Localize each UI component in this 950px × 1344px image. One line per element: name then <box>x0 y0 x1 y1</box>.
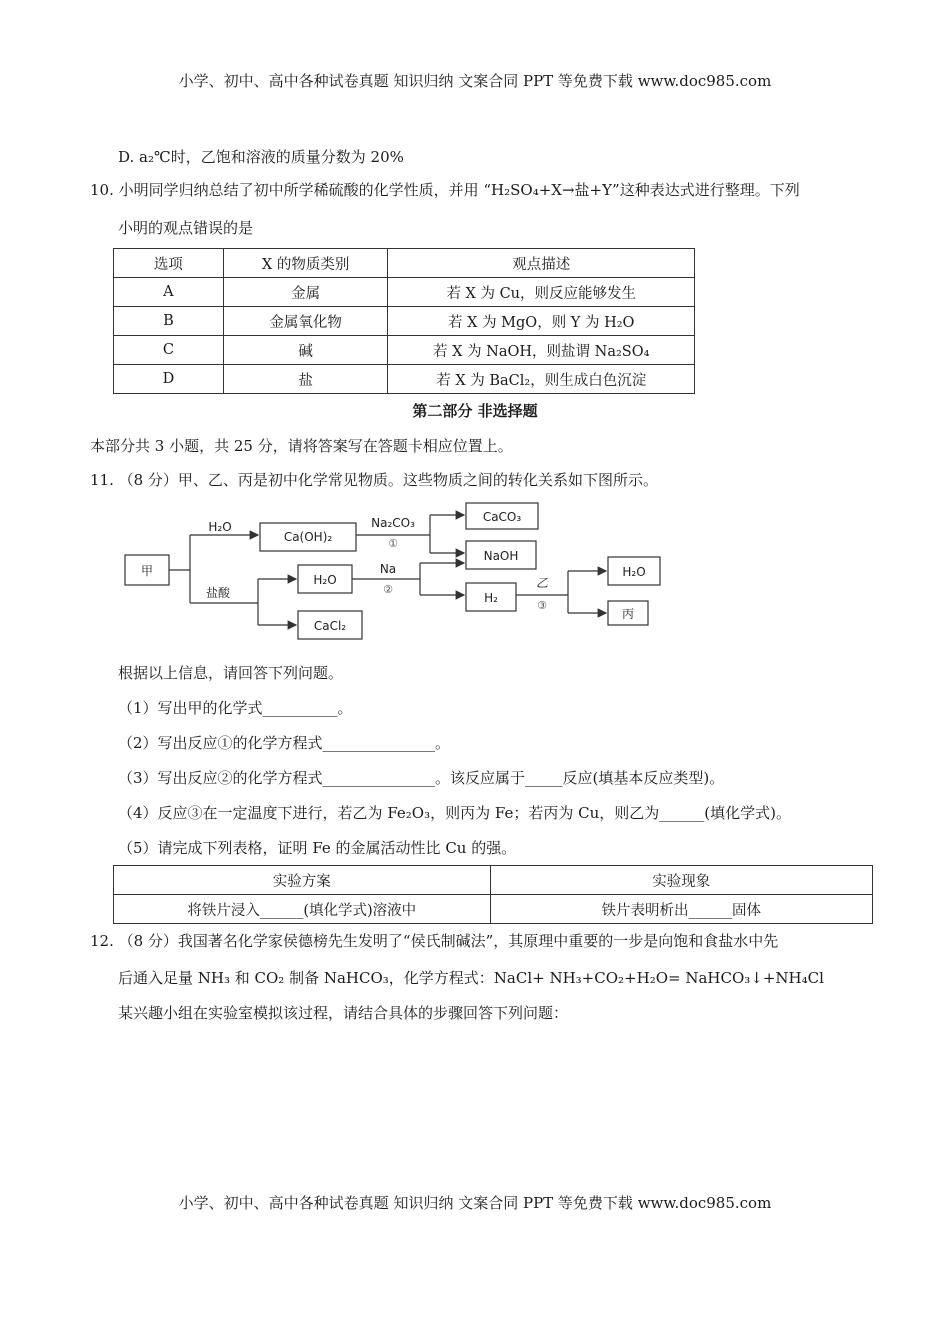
page-footer: 小学、初中、高中各种试卷真题 知识归纳 文案合同 PPT 等免费下载 www.doc985.com <box>178 1194 772 1212</box>
q11-sub5: （5）请完成下列表格，证明 Fe 的金属活动性比 Cu 的强。 <box>118 839 517 857</box>
q11-stem: 11. （8 分）甲、乙、丙是初中化学常见物质。这些物质之间的转化关系如下图所示。 <box>90 471 658 489</box>
q12-line3: 某兴趣小组在实验室模拟该过程，请结合具体的步骤回答下列问题： <box>118 1004 569 1022</box>
table-row <box>114 307 695 336</box>
table-cell: 若 X 为 NaOH，则盐谓 Na₂SO₄ <box>388 336 695 365</box>
label-step3: ③ <box>537 599 547 612</box>
label-h2o-arrow: H₂O <box>208 520 232 534</box>
part2-intro: 本部分共 3 小题，共 25 分，请将答案写在答题卡相应位置上。 <box>90 437 513 455</box>
q12-line1: 12. （8 分）我国著名化学家侯德榜先生发明了“侯氏制碱法”，其原理中重要的一步是向饱和食盐水中先 <box>90 932 779 950</box>
label-h2o-box-2: H₂O <box>622 565 646 579</box>
table-row <box>114 278 695 307</box>
table-cell: 金属 <box>223 278 388 307</box>
table-row <box>114 895 873 924</box>
table-row <box>114 336 695 365</box>
table-cell: A <box>114 278 224 307</box>
table-header-row <box>114 249 695 278</box>
table-cell: 金属氧化物 <box>223 307 388 336</box>
page-header: 小学、初中、高中各种试卷真题 知识归纳 文案合同 PPT 等免费下载 www.doc985.com <box>178 72 772 90</box>
table-cell: 盐 <box>223 365 388 394</box>
q11-sub3: （3）写出反应②的化学方程式_______________。该反应属于_____反应(填基本反应类型)。 <box>118 769 725 787</box>
q11-sub4: （4）反应③在一定温度下进行，若乙为 Fe₂O₃，则丙为 Fe；若丙为 Cu，则乙为______(填化学式)。 <box>118 804 791 822</box>
reaction-diagram <box>110 495 680 650</box>
label-cacl2: CaCl₂ <box>313 619 347 633</box>
label-jia: 甲 <box>140 564 154 578</box>
q11-sub2: （2）写出反应①的化学方程式_______________。 <box>118 734 451 752</box>
q10-stem-line1: 10. 小明同学归纳总结了初中所学稀硫酸的化学性质，并用 “H₂SO₄+X→盐+Y”这种表达式进行整理。下列 <box>90 181 800 199</box>
q12-line2: 后通入足量 NH₃ 和 CO₂ 制备 NaHCO₃，化学方程式：NaCl+ NH₃+CO₂+H₂O= NaHCO₃↓+NH₄Cl <box>118 969 824 987</box>
table-cell: 将铁片浸入______(填化学式)溶液中 <box>114 895 491 924</box>
table-header: 观点描述 <box>388 249 695 278</box>
label-naoh: NaOH <box>483 549 519 563</box>
table-row <box>114 365 695 394</box>
part2-title: 第二部分 非选择题 <box>412 402 538 420</box>
table-cell: 若 X 为 Cu，则反应能够发生 <box>388 278 695 307</box>
label-step1: ① <box>388 537 398 550</box>
table-header: X 的物质类别 <box>223 249 388 278</box>
table-cell: C <box>114 336 224 365</box>
table-cell: 若 X 为 MgO，则 Y 为 H₂O <box>388 307 695 336</box>
label-step2: ② <box>383 583 393 596</box>
label-caco3: CaCO₃ <box>482 510 522 524</box>
label-h2o-box: H₂O <box>313 573 337 587</box>
label-hcl: 盐酸 <box>205 586 231 600</box>
label-bing: 丙 <box>621 607 635 621</box>
label-caoh2: Ca(OH)₂ <box>283 530 333 544</box>
q11-lead: 根据以上信息，请回答下列问题。 <box>118 664 344 682</box>
table-cell: 碱 <box>223 336 388 365</box>
table-header-row <box>114 866 873 895</box>
label-na: Na <box>379 562 397 576</box>
label-yi: 乙 <box>535 576 549 590</box>
q11-experiment-table <box>113 865 873 924</box>
table-cell: 若 X 为 BaCl₂，则生成白色沉淀 <box>388 365 695 394</box>
q10-table <box>113 248 695 394</box>
q11-sub1: （1）写出甲的化学式__________。 <box>118 699 353 717</box>
label-h2: H₂ <box>484 591 498 605</box>
table-cell: 铁片表明析出______固体 <box>490 895 872 924</box>
table-cell: B <box>114 307 224 336</box>
table-header: 选项 <box>114 249 224 278</box>
q10-stem-line2: 小明的观点错误的是 <box>118 219 254 237</box>
table-cell: D <box>114 365 224 394</box>
table-header: 实验现象 <box>490 866 872 895</box>
label-na2co3: Na₂CO₃ <box>371 516 415 530</box>
table-header: 实验方案 <box>114 866 491 895</box>
q9-option-d: D. a₂℃时，乙饱和溶液的质量分数为 20% <box>118 148 404 166</box>
